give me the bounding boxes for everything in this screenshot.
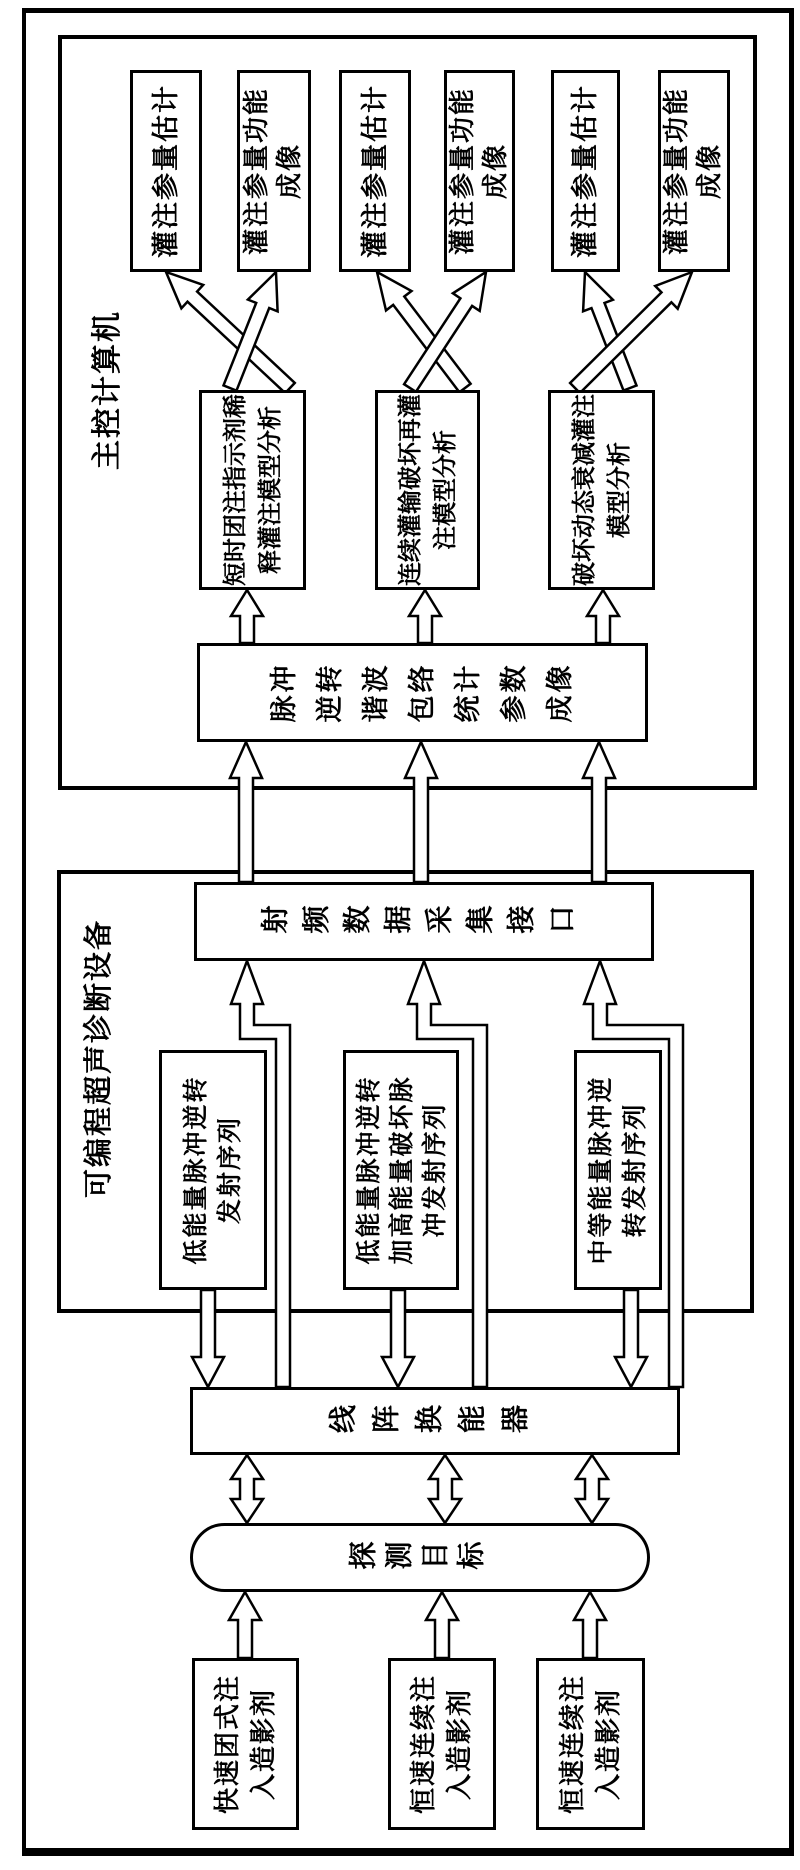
box-line: 注模型分析 [430,430,459,550]
box-line: 发射序列 [215,1116,244,1225]
contrast-box-constant-1 [388,1658,496,1830]
box-line: 灌注参量估计 [150,84,182,258]
box-line: 恒速连续注 [409,1674,439,1815]
sequence-box-low-energy [159,1050,267,1290]
box-line: 成像 [480,143,511,200]
box-line: 恒速连续注 [557,1674,588,1815]
box-line: 成像 [544,662,576,723]
box-line: 逆转 [314,662,346,723]
box-line: 快速团式注 [212,1674,243,1815]
output-box-imaging-3 [658,70,730,272]
box-line: 参数 [498,662,530,723]
transmit-arrow-2 [382,1290,414,1387]
box-line: 灌注参量功能 [447,87,478,256]
model-box-destruction-reperfusion [375,390,480,590]
box-line: 冲发射序列 [419,1102,449,1238]
ultrasound-device-label: 可编程超声诊断设备 [81,918,115,1198]
box-line: 中等能量脉冲逆 [586,1075,615,1265]
processor-model-arrow-3 [587,590,619,643]
output-box-estimate-2 [339,70,411,272]
interface-processor-arrow-3 [583,742,615,882]
box-line: 低能量脉冲逆转 [181,1075,210,1265]
box-line: 入造影剂 [248,1688,279,1801]
contrast-box-constant-2 [536,1658,645,1830]
rf-interface-box [194,882,654,961]
box-line: 短时团注指示剂稀 [220,394,249,586]
box-line: 入造影剂 [593,1688,624,1801]
output-box-imaging-2 [444,70,515,272]
box-line: 统计 [452,662,484,723]
interface-processor-arrow-1 [230,742,262,882]
box-line: 灌注参量估计 [359,84,391,258]
box-line: 灌注参量功能 [662,87,692,256]
box-line: 线阵换能器 [327,1404,543,1437]
box-line: 脉冲 [268,662,300,723]
processor-box [197,643,648,742]
box-line: 释灌注模型分析 [255,406,284,574]
box-line: 模型分析 [604,442,633,538]
box-line: 入造影剂 [445,1688,475,1801]
target-transducer-double-arrow-2 [429,1455,461,1523]
output-box-imaging-1 [237,70,311,272]
box-line: 谐波 [360,662,392,723]
model-box-dynamic-decay [548,390,655,590]
box-line: 探测目标 [348,1540,492,1574]
box-line: 连续灌输破坏再灌 [395,394,424,586]
contrast-box-bolus [192,1658,299,1830]
box-line: 转发射序列 [620,1102,649,1238]
transmit-arrow-3 [615,1290,647,1387]
processor-model-arrow-1 [231,590,263,643]
box-line: 低能量脉冲逆转 [353,1075,383,1265]
box-line: 加高能量破坏脉 [386,1075,416,1265]
box-line: 成像 [695,143,725,200]
box-line: 灌注参量估计 [570,84,601,258]
main-computer-label: 主控计算机 [90,310,125,470]
box-line: 成像 [275,143,305,200]
transducer-box [190,1387,680,1455]
sequence-box-medium-energy [574,1050,662,1290]
box-line: 射频数据采集接口 [260,904,588,938]
output-box-estimate-1 [130,70,202,272]
box-line: 灌注参量功能 [242,87,272,256]
box-line: 破坏动态衰减灌注 [569,394,598,586]
model-box-bolus-dilution [199,390,306,590]
contrast-arrow-1 [229,1592,261,1658]
interface-processor-arrow-2 [405,742,437,882]
target-transducer-double-arrow-3 [576,1455,608,1523]
transmit-arrow-1 [192,1290,224,1387]
target-transducer-double-arrow-1 [231,1455,263,1523]
contrast-arrow-3 [574,1592,606,1658]
box-line: 包络 [406,662,438,723]
contrast-arrow-2 [426,1592,458,1658]
detection-target-box [190,1523,650,1592]
sequence-box-low-plus-burst [343,1050,459,1290]
output-box-estimate-3 [551,70,620,272]
processor-model-arrow-2 [409,590,441,643]
